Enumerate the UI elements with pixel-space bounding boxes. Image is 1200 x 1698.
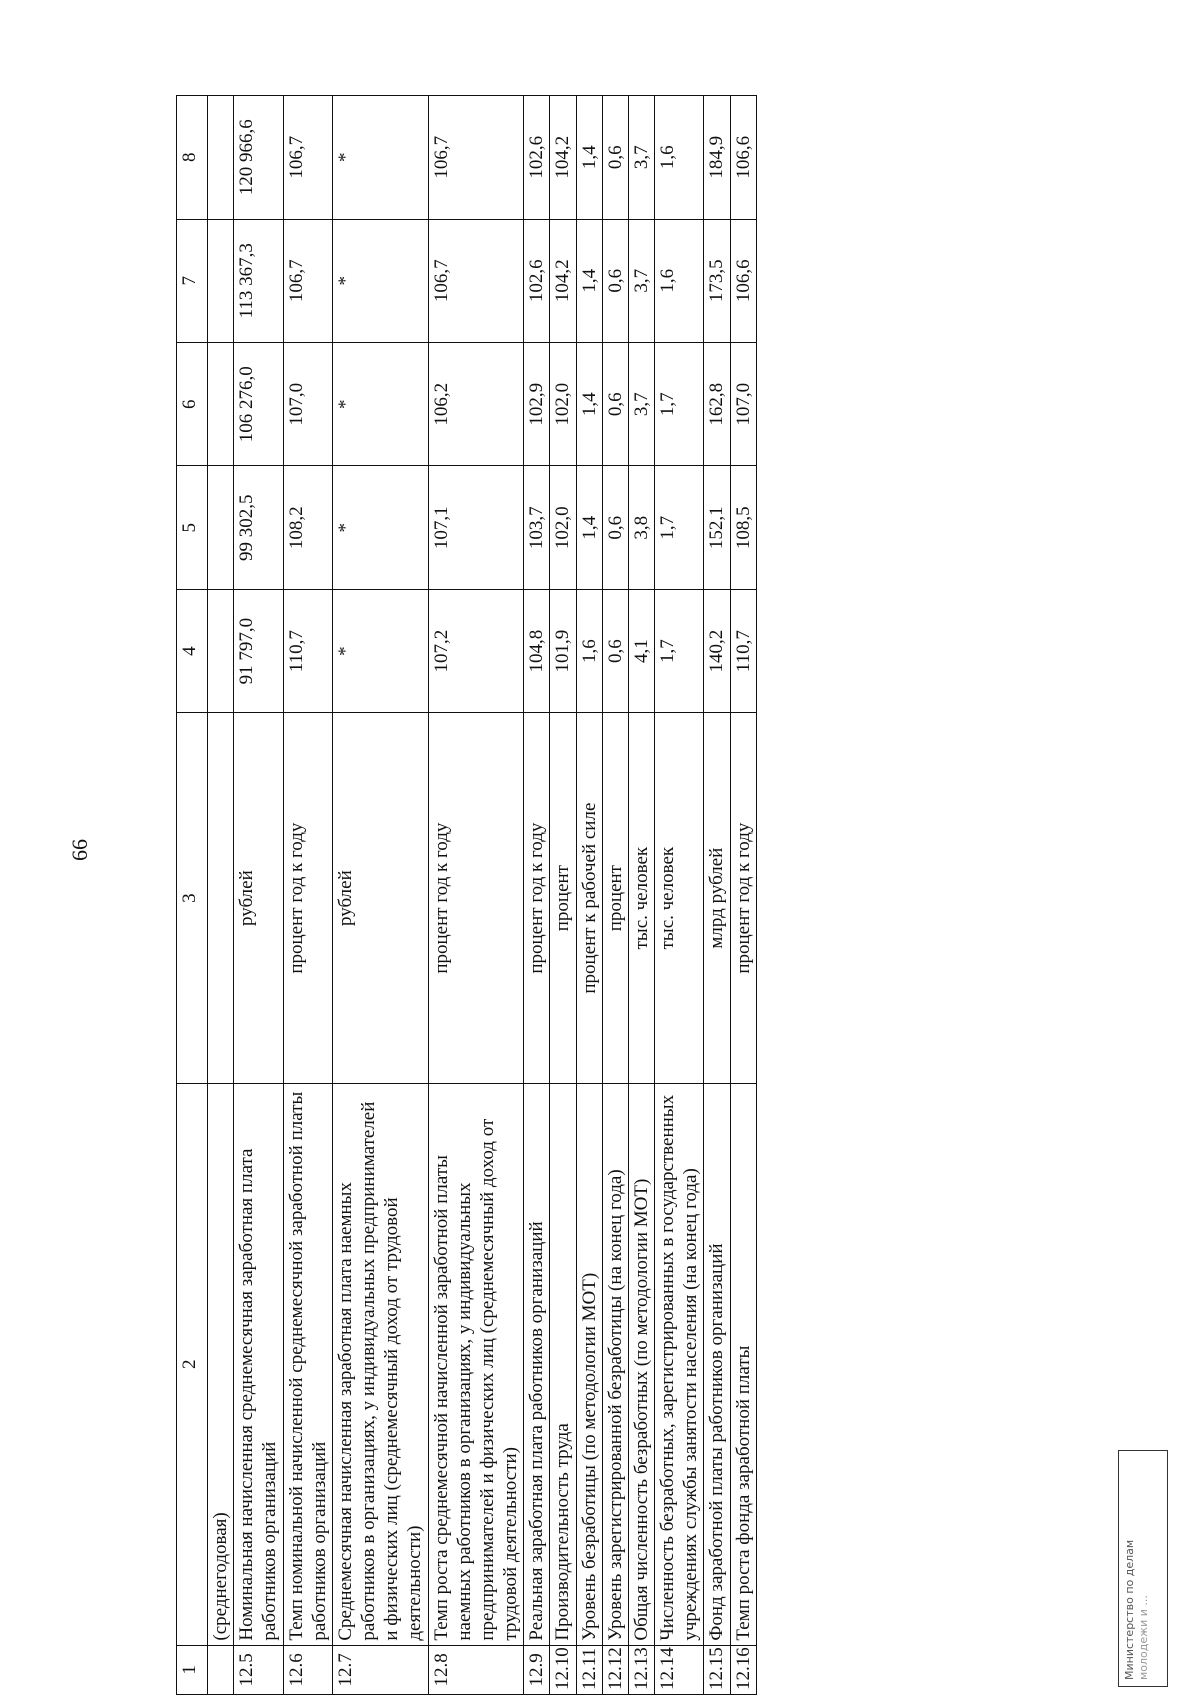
value-cell: 1,6 xyxy=(576,589,602,712)
indicator-name: Уровень зарегистрированной безработицы (на конец года) xyxy=(602,1083,628,1645)
value-cell: 113 367,3 xyxy=(234,219,283,342)
value-cell: 152,1 xyxy=(704,466,730,589)
value-cell: 3,7 xyxy=(628,96,654,220)
value-cell: 106,6 xyxy=(730,96,756,220)
value-cell: 1,6 xyxy=(655,96,704,220)
value-cell: 102,6 xyxy=(524,96,550,220)
value-cell: 1,4 xyxy=(576,466,602,589)
unit-cell: процент год к году xyxy=(283,713,332,1083)
table-row xyxy=(428,96,524,1695)
table-body xyxy=(208,96,757,1695)
row-number: 12.9 xyxy=(524,1645,550,1694)
unit-cell: процент год к году xyxy=(730,713,756,1083)
value-cell: 108,2 xyxy=(283,466,332,589)
value-cell: 106,6 xyxy=(730,219,756,342)
header-row xyxy=(177,96,208,1695)
table-row xyxy=(283,96,332,1695)
registration-stamp xyxy=(1118,1450,1168,1687)
value-cell: 110,7 xyxy=(730,589,756,712)
row-number: 12.15 xyxy=(704,1645,730,1694)
table-row xyxy=(704,96,730,1695)
row-number: 12.8 xyxy=(428,1645,524,1694)
value-cell xyxy=(208,589,234,712)
column-header-1: 1 xyxy=(177,1645,208,1694)
unit-cell: процент xyxy=(602,713,628,1083)
value-cell: 0,6 xyxy=(602,219,628,342)
value-cell: 173,5 xyxy=(704,219,730,342)
row-number: 12.11 xyxy=(576,1645,602,1694)
value-cell: 106 276,0 xyxy=(234,343,283,466)
unit-cell: тыс. человек xyxy=(628,713,654,1083)
value-cell: 3,7 xyxy=(628,343,654,466)
column-header-5: 5 xyxy=(177,466,208,589)
stamp-line-1: Министерство по делам xyxy=(1123,1539,1136,1680)
row-number: 12.13 xyxy=(628,1645,654,1694)
value-cell: 107,1 xyxy=(428,466,524,589)
indicator-name: Фонд заработной платы работников организаций xyxy=(704,1083,730,1645)
value-cell: 140,2 xyxy=(704,589,730,712)
value-cell: 106,7 xyxy=(283,219,332,342)
row-number: 12.14 xyxy=(655,1645,704,1694)
value-cell: 1,4 xyxy=(576,219,602,342)
value-cell: * xyxy=(332,343,428,466)
value-cell: 106,7 xyxy=(428,219,524,342)
table-row xyxy=(332,96,428,1695)
indicator-name: Темп роста фонда заработной платы xyxy=(730,1083,756,1645)
table-row xyxy=(576,96,602,1695)
row-number: 12.12 xyxy=(602,1645,628,1694)
value-cell: 110,7 xyxy=(283,589,332,712)
indicator-name: Численность безработных, зарегистрированных в государственных учреждениях службы занятости населения (на конец года) xyxy=(655,1083,704,1645)
column-header-4: 4 xyxy=(177,589,208,712)
value-cell: 0,6 xyxy=(602,589,628,712)
value-cell: 107,0 xyxy=(730,343,756,466)
indicator-name: Номинальная начисленная среднемесячная заработная плата работников организаций xyxy=(234,1083,283,1645)
unit-cell xyxy=(208,713,234,1083)
value-cell: 102,9 xyxy=(524,343,550,466)
value-cell: 3,8 xyxy=(628,466,654,589)
indicator-name: (среднегодовая) xyxy=(208,1083,234,1645)
value-cell: * xyxy=(332,589,428,712)
column-header-7: 7 xyxy=(177,219,208,342)
indicator-name: Среднемесячная начисленная заработная плата наемных работников в организациях, у индивидуальных предпринимателей и физических лиц (среднемесячный доход от трудовой деятельности) xyxy=(332,1083,428,1645)
row-number xyxy=(208,1645,234,1694)
value-cell xyxy=(208,219,234,342)
rotated-page-content xyxy=(176,95,1200,1695)
value-cell: 106,7 xyxy=(428,96,524,220)
value-cell: 1,4 xyxy=(576,96,602,220)
table-row xyxy=(524,96,550,1695)
unit-cell: тыс. человек xyxy=(655,713,704,1083)
value-cell: 0,6 xyxy=(602,466,628,589)
value-cell: 102,6 xyxy=(524,219,550,342)
unit-cell: рублей xyxy=(234,713,283,1083)
unit-cell: процент xyxy=(550,713,576,1083)
value-cell: * xyxy=(332,466,428,589)
value-cell xyxy=(208,96,234,220)
indicator-name: Уровень безработицы (по методологии МОТ) xyxy=(576,1083,602,1645)
unit-cell: процент год к году xyxy=(428,713,524,1083)
value-cell: 1,7 xyxy=(655,343,704,466)
unit-cell: млрд рублей xyxy=(704,713,730,1083)
page-number: 66 xyxy=(67,839,92,861)
row-number: 12.16 xyxy=(730,1645,756,1694)
value-cell: 102,0 xyxy=(550,466,576,589)
unit-cell: процент к рабочей силе xyxy=(576,713,602,1083)
value-cell xyxy=(208,343,234,466)
value-cell: 101,9 xyxy=(550,589,576,712)
value-cell: 184,9 xyxy=(704,96,730,220)
value-cell: 99 302,5 xyxy=(234,466,283,589)
table-row xyxy=(234,96,283,1695)
table-row xyxy=(655,96,704,1695)
value-cell: 3,7 xyxy=(628,219,654,342)
indicator-name: Производительность труда xyxy=(550,1083,576,1645)
unit-cell: рублей xyxy=(332,713,428,1083)
value-cell: 162,8 xyxy=(704,343,730,466)
value-cell: 91 797,0 xyxy=(234,589,283,712)
column-header-6: 6 xyxy=(177,343,208,466)
value-cell: 0,6 xyxy=(602,343,628,466)
value-cell: 106,7 xyxy=(283,96,332,220)
table-row xyxy=(628,96,654,1695)
value-cell: 1,4 xyxy=(576,343,602,466)
value-cell: 102,0 xyxy=(550,343,576,466)
row-number: 12.7 xyxy=(332,1645,428,1694)
table-row xyxy=(550,96,576,1695)
stamp-line-2: молодежи и ... xyxy=(1137,1595,1151,1680)
unit-cell: процент год к году xyxy=(524,713,550,1083)
value-cell: 120 966,6 xyxy=(234,96,283,220)
value-cell: 103,7 xyxy=(524,466,550,589)
column-header-3: 3 xyxy=(177,713,208,1083)
table-row xyxy=(602,96,628,1695)
indicator-name: Темп роста среднемесячной начисленной заработной платы наемных работников в организациях, у индивидуальных предпринимателей и физических лиц (среднемесячный доход от трудовой деятельности) xyxy=(428,1083,524,1645)
indicator-name: Общая численность безработных (по методологии МОТ) xyxy=(628,1083,654,1645)
value-cell: 108,5 xyxy=(730,466,756,589)
value-cell: 107,2 xyxy=(428,589,524,712)
table-row xyxy=(730,96,756,1695)
value-cell: 104,8 xyxy=(524,589,550,712)
value-cell: 107,0 xyxy=(283,343,332,466)
value-cell: 1,7 xyxy=(655,589,704,712)
row-number: 12.5 xyxy=(234,1645,283,1694)
value-cell: 1,7 xyxy=(655,466,704,589)
column-header-2: 2 xyxy=(177,1083,208,1645)
indicator-name: Реальная заработная плата работников организаций xyxy=(524,1083,550,1645)
row-number: 12.10 xyxy=(550,1645,576,1694)
value-cell: * xyxy=(332,96,428,220)
value-cell: 0,6 xyxy=(602,96,628,220)
table-row xyxy=(208,96,234,1695)
stamp-text xyxy=(1119,1451,1167,1686)
value-cell: 1,6 xyxy=(655,219,704,342)
row-number: 12.6 xyxy=(283,1645,332,1694)
value-cell: 104,2 xyxy=(550,96,576,220)
value-cell: 4,1 xyxy=(628,589,654,712)
indicator-name: Темп номинальной начисленной среднемесячной заработной платы работников организаций xyxy=(283,1083,332,1645)
value-cell xyxy=(208,466,234,589)
value-cell: 106,2 xyxy=(428,343,524,466)
indicators-table xyxy=(176,95,757,1695)
value-cell: 104,2 xyxy=(550,219,576,342)
value-cell: * xyxy=(332,219,428,342)
column-header-8: 8 xyxy=(177,96,208,220)
